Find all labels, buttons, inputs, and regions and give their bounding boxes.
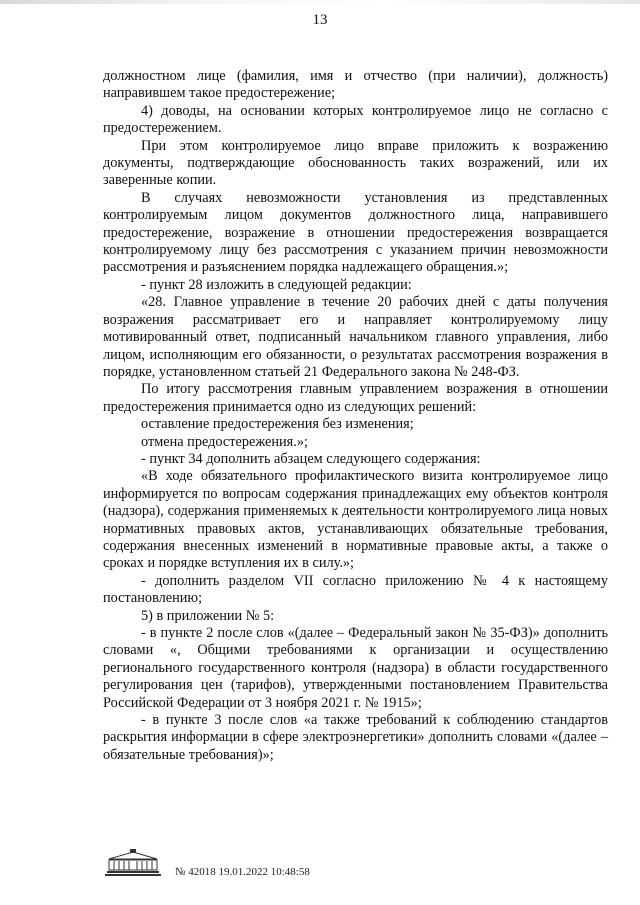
document-body [103, 68, 608, 764]
paragraph: - в пункте 2 после слов «(далее – Федеральный закон № 35-ФЗ)» дополнить словами «, Общими требованиями к организации и осуществлению регионального государственного контроля (надзора) в области государственного регулирования цен (тарифов), утвержденными постановлением Правительства Российской Федерации от 3 ноября 2021 г. № 1915»; [103, 625, 608, 711]
paragraph: - в пункте 3 после слов «а также требований к соблюдению стандартов раскрытия информации в сфере электроэнергетики» дополнить словами «(далее – обязательные требования)»; [103, 712, 608, 763]
scan-top-edge [0, 0, 640, 4]
paragraph: В случаях невозможности установления из представленных контролируемым лицом документов должностного лица, направившего предостережение, возражение в отношении предостережения возвращается контролируемому лицу без рассмотрения с указанием причин невозможности рассмотрения и разъяснением порядка надлежащего обращения.»; [103, 189, 608, 276]
paragraph: При этом контролируемое лицо вправе приложить к возражению документы, подтверждающие обоснованность таких возражений, или их заверенные копии. [103, 137, 608, 189]
document-footer [103, 848, 403, 882]
page-number: 13 [312, 12, 328, 28]
paragraph: - дополнить разделом VII согласно приложению № 4 к настоящему постановлению; [103, 572, 608, 607]
government-building-logo-icon [103, 848, 163, 878]
document-registration-number: № 42018 19.01.2022 10:48:58 [175, 866, 310, 878]
paragraph: 4) доводы, на основании которых контролируемое лицо не согласно с предостережением. [103, 102, 608, 137]
paragraph: По итогу рассмотрения главным управлением возражения в отношении предостережения принимается одно из следующих решений: [103, 381, 608, 415]
paragraph: отмена предостережения.»; [141, 433, 308, 450]
paragraph: 5) в приложении № 5: [141, 607, 275, 624]
paragraph: «28. Главное управление в течение 20 рабочих дней с даты получения возражения рассматривает его и направляет контролируемому лицу мотивированный ответ, подписанный начальником главного управления, либо лицом, исполняющим его обязанности, о результатах рассмотрения возражения в порядке, установленном статьей 21 Федерального закона № 248-ФЗ. [103, 294, 608, 380]
paragraph: - пункт 28 изложить в следующей редакции: [141, 276, 412, 293]
paragraph: должностном лице (фамилия, имя и отчество (при наличии), должность) направившем такое предостережение; [103, 68, 608, 102]
paragraph: «В ходе обязательного профилактического визита контролируемое лицо информируется по вопросам содержания принадлежащих ему объектов контроля (надзора), содержания применяемых к деятельности контролируемого лица новых нормативных правовых актов, устанавливающих обязательные требования, содержания внесенных изменений в нормативные правовые акты, а также о сроках и порядке вступления их в силу.»; [103, 468, 608, 572]
paragraph: - пункт 34 дополнить абзацем следующего содержания: [141, 450, 481, 467]
paragraph: оставление предостережения без изменения; [141, 416, 414, 433]
